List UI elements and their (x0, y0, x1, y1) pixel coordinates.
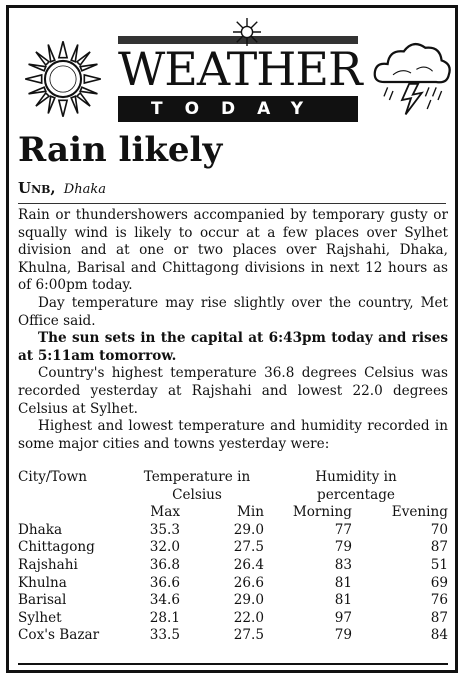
city-cell: Chittagong (18, 539, 95, 556)
header-temperature (130, 469, 264, 487)
max-cell: 28.1 (149, 609, 180, 626)
storm-cloud-icon (366, 28, 456, 118)
byline (18, 178, 106, 200)
min-cell: 22.0 (233, 609, 264, 626)
header-humidity (264, 469, 448, 487)
subheader-max: Max (150, 504, 180, 521)
header-city: City/Town (18, 469, 88, 485)
byline-agency: Unb, (18, 179, 56, 197)
table-subheader-row (18, 504, 448, 522)
subheader-morning: Morning (292, 504, 352, 521)
city-cell: Dhaka (18, 521, 63, 538)
table-row (18, 610, 448, 628)
masthead-subtitle: TODAY (118, 96, 358, 122)
header-humidity-line1: Humidity in (315, 469, 397, 485)
min-cell: 27.5 (233, 627, 264, 644)
sun-icon (22, 38, 104, 120)
min-cell: 26.4 (233, 556, 264, 573)
table-row (18, 575, 448, 593)
evening-cell: 87 (430, 609, 448, 626)
article-body (18, 207, 448, 453)
morning-cell: 83 (334, 556, 352, 573)
table-row (18, 522, 448, 540)
subheader-evening: Evening (391, 504, 448, 521)
evening-cell: 87 (430, 539, 448, 556)
max-cell: 35.3 (149, 521, 180, 538)
headline: Rain likely (18, 130, 223, 170)
morning-cell: 81 (334, 574, 352, 591)
byline-location: Dhaka (63, 182, 106, 197)
table-header-row (18, 487, 448, 505)
evening-cell: 76 (430, 592, 448, 609)
city-cell: Barisal (18, 592, 67, 609)
max-cell: 36.6 (149, 574, 180, 591)
city-cell: Khulna (18, 574, 67, 591)
table-row (18, 592, 448, 610)
table-row (18, 627, 448, 645)
paragraph: Country's highest temperature 36.8 degrees Celsius was recorded yesterday at Rajshahi and lowest 22.0 degrees Celsius at Sylhet. (18, 365, 448, 417)
morning-cell: 81 (334, 592, 352, 609)
evening-cell: 70 (430, 521, 448, 538)
min-cell: 29.0 (233, 592, 264, 609)
max-cell: 33.5 (149, 627, 180, 644)
table-header-row (18, 469, 448, 487)
paragraph: Day temperature may rise slightly over the country, Met Office said. (18, 294, 448, 329)
weather-table (18, 469, 448, 645)
header-humidity-line2: percentage (317, 486, 395, 503)
bottom-rule (18, 663, 448, 665)
paragraph: The sun sets in the capital at 6:43pm today and rises at 5:11am tomorrow. (18, 330, 448, 364)
min-cell: 29.0 (233, 521, 264, 538)
divider (18, 203, 446, 204)
masthead (18, 16, 448, 126)
table-row (18, 557, 448, 575)
masthead-title: WEATHER (118, 42, 362, 96)
header-temperature-line1: Temperature in (143, 469, 251, 485)
evening-cell: 51 (430, 556, 448, 573)
min-cell: 27.5 (233, 539, 264, 556)
max-cell: 34.6 (149, 592, 180, 609)
min-cell: 26.6 (233, 574, 264, 591)
max-cell: 36.8 (149, 556, 180, 573)
evening-cell: 84 (430, 627, 448, 644)
paragraph: Highest and lowest temperature and humidity recorded in some major cities and towns yesterday were: (18, 418, 448, 452)
subheader-min: Min (236, 504, 264, 521)
evening-cell: 69 (430, 574, 448, 591)
morning-cell: 79 (334, 539, 352, 556)
city-cell: Sylhet (18, 609, 62, 626)
paragraph: Rain or thundershowers accompanied by temporary gusty or squally wind is likely to occur at a few places over Sylhet division and at one or two places over Rajshahi, Dhaka, Khulna, Barisal and Chittagong divisions in next 12 hours as of 6:00pm today. (18, 207, 448, 294)
max-cell: 32.0 (149, 539, 180, 556)
morning-cell: 79 (334, 627, 352, 644)
city-cell: Cox's Bazar (18, 627, 100, 644)
table-row (18, 539, 448, 557)
city-cell: Rajshahi (18, 556, 78, 573)
morning-cell: 97 (334, 609, 352, 626)
morning-cell: 77 (334, 521, 352, 538)
header-temperature-line2: Celsius (172, 486, 222, 503)
